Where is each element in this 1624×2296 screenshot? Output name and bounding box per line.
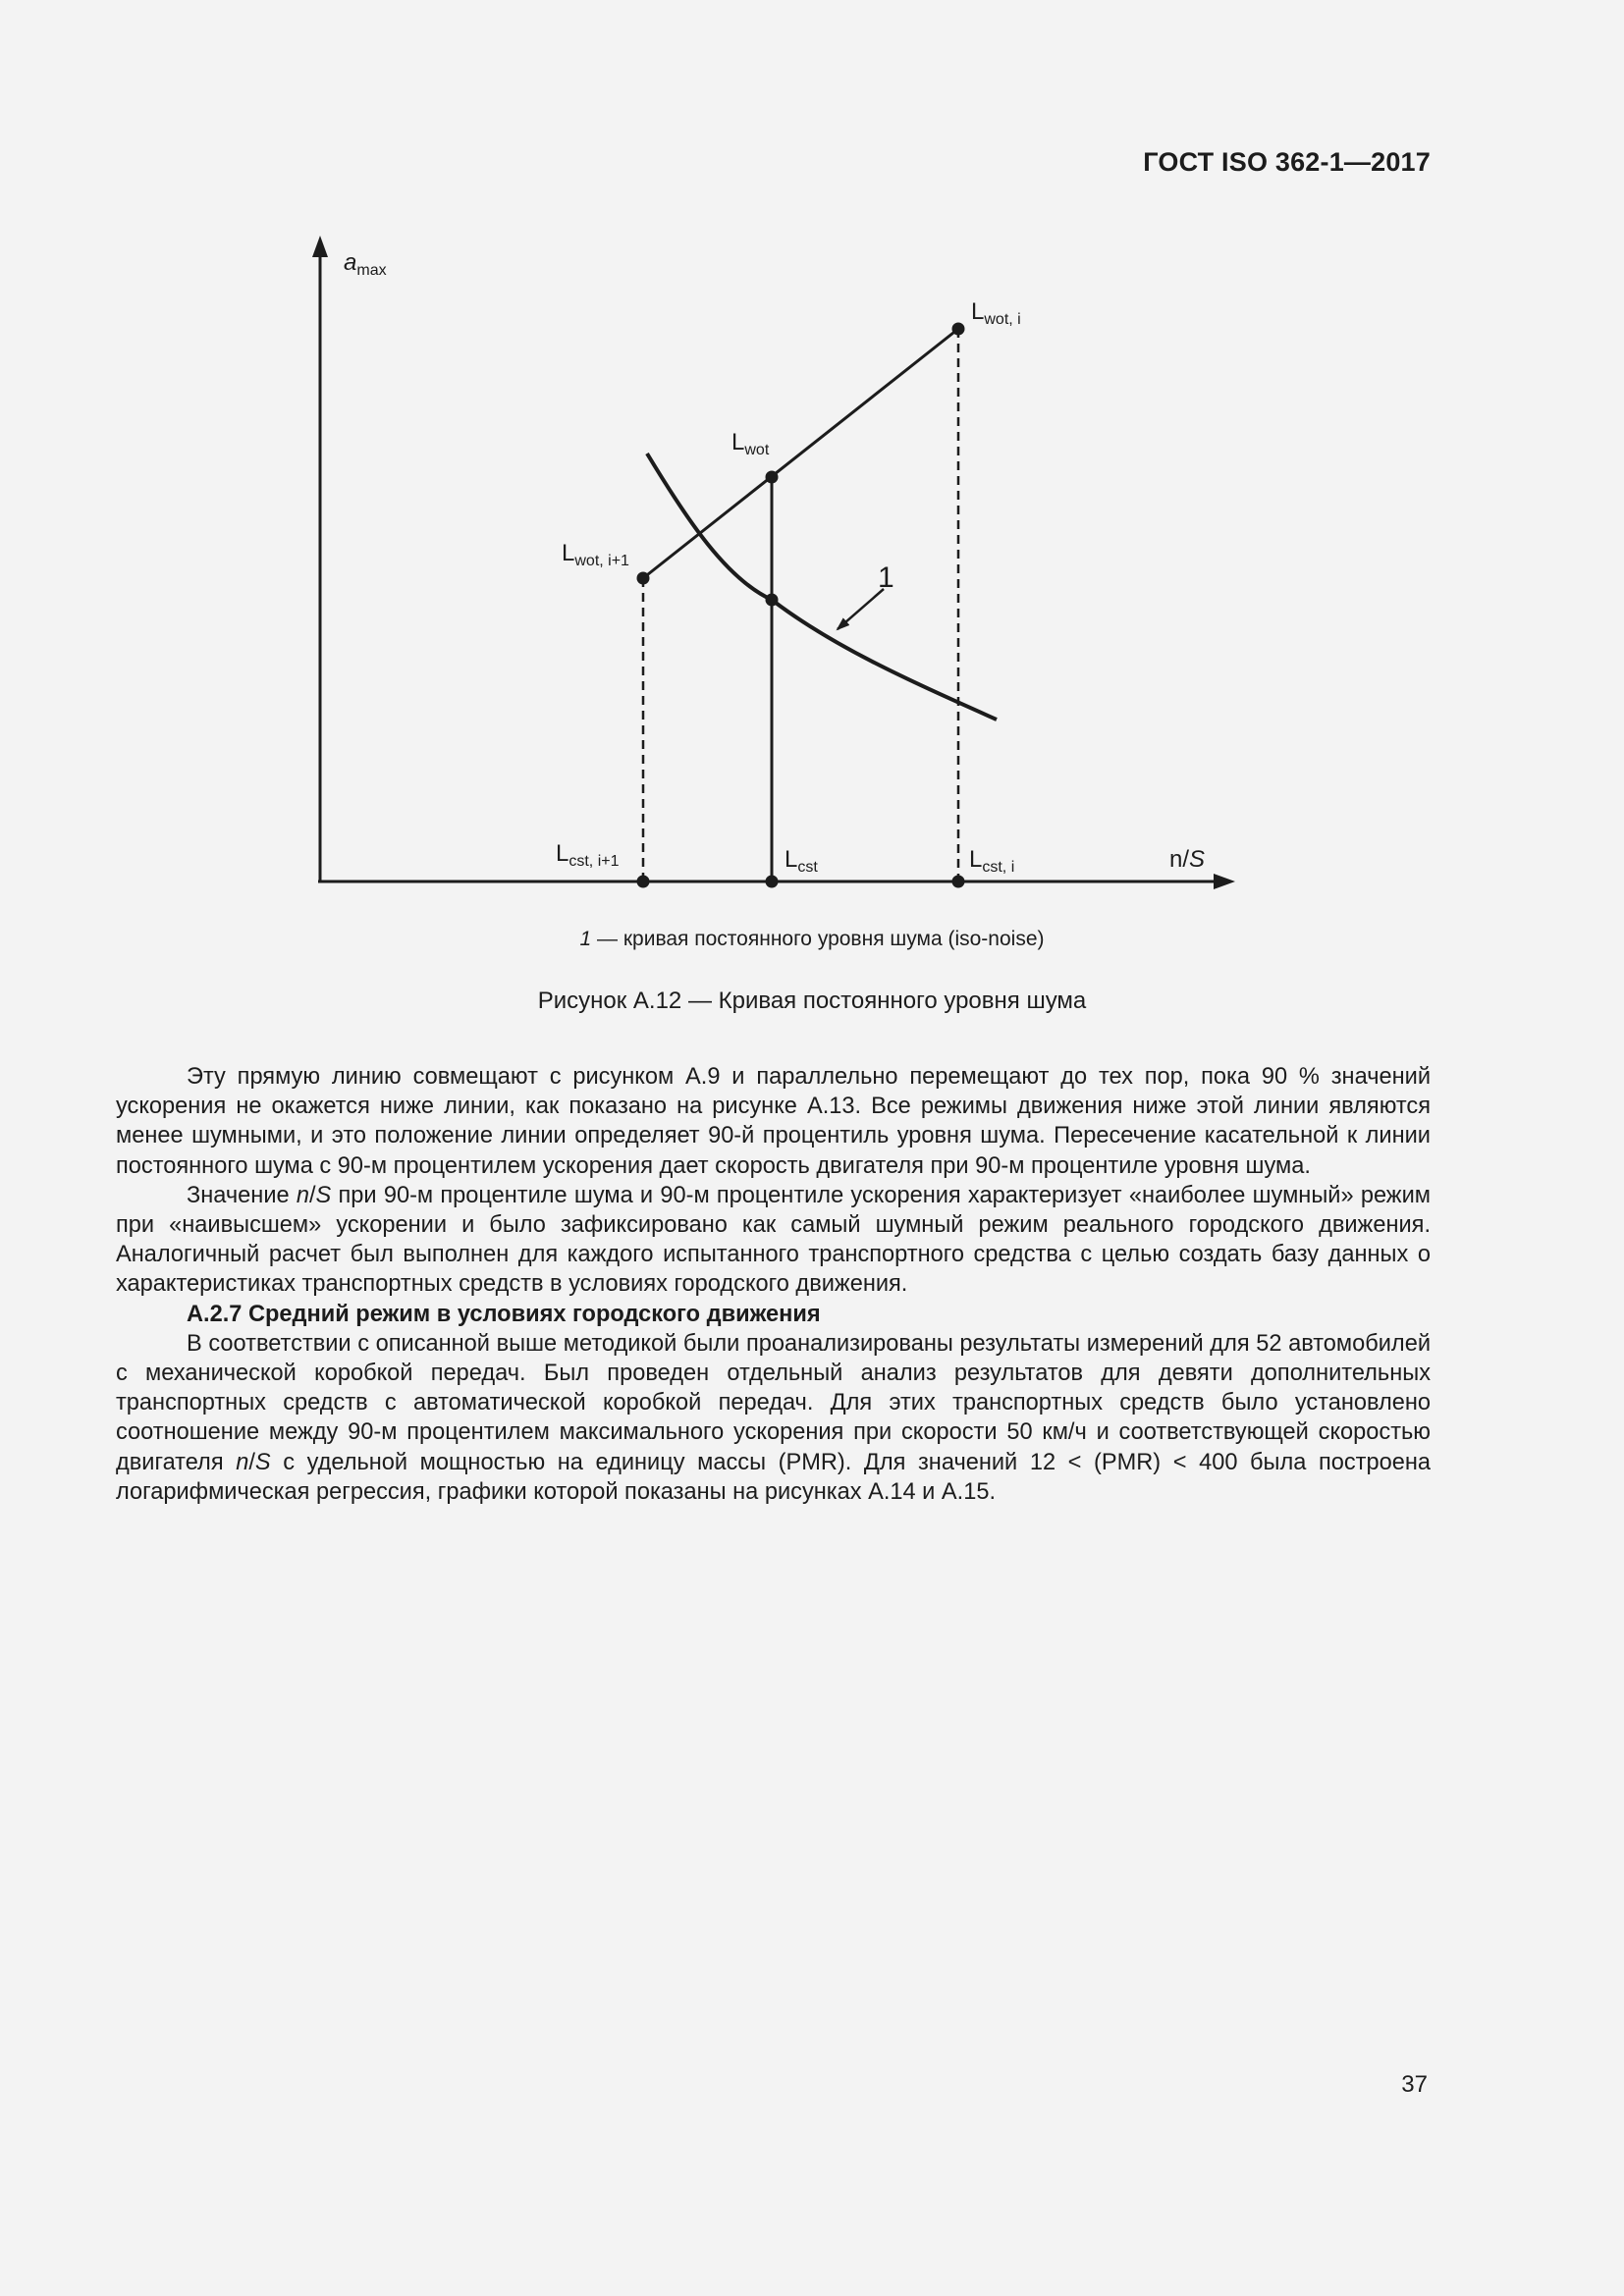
body-text: [116, 1062, 1431, 1507]
figure-caption: Рисунок А.12 — Кривая постоянного уровня шума: [537, 988, 1087, 1014]
paragraph-2: Значение n/S при 90-м процентиле шума и 90-м процентиле ускорения характеризует «наиболее шумный» режим при «наивысшем» ускорении и было зафиксировано как самый шумный режим реального городского движения. Аналогичный расчет был выполнен для каждого испытанного транспортного средства с целью создать базу данных о характеристиках транспортных средств в условиях городского движения.: [116, 1182, 1431, 1298]
label-curve-number: 1: [878, 561, 894, 594]
y-axis-arrowhead: [312, 236, 328, 257]
section-heading-a27: А.2.7 Средний режим в условиях городского движения: [187, 1301, 821, 1327]
document-code-header: ГОСТ ISO 362-1—2017: [1143, 147, 1431, 177]
paragraph-1: Эту прямую линию совмещают с рисунком А.9 и параллельно перемещают до тех пор, пока 90 % значений ускорения не окажется ниже линии, как показано на рисунке А.13. Все режимы движения ниже этой линии являются менее шумными, и это положение линии определяет 90-й процентиль уровня шума. Пересечение касательной к линии постоянного шума с 90-м процентилем ускорения дает скорость двигателя при 90-м процентиле уровня шума.: [116, 1064, 1431, 1179]
point-lcst-i1: [637, 876, 650, 888]
figure-legend: 1 — кривая постоянного уровня шума (iso-noise): [579, 928, 1045, 950]
point-lwot: [766, 471, 779, 484]
label-lwot-i: $L_{wot, i}$: [971, 298, 1021, 328]
wot-line: [643, 329, 958, 578]
label-lcst-i1: $L_{cst, i+1}$: [556, 840, 620, 870]
label-lcst: $L_{cst}$: [785, 846, 818, 876]
x-axis-label: n/S: [1169, 846, 1206, 873]
label-lcst-i: $L_{cst, i}$: [969, 846, 1015, 876]
x-axis-arrowhead: [1214, 874, 1235, 889]
point-lcst-i: [952, 876, 965, 888]
paragraph-3: В соответствии с описанной выше методикой были проанализированы результаты измерений для 52 автомобилей с механической коробкой передач. Был проведен отдельный анализ результатов для девяти дополнительных транспортных средств с автоматической коробкой передач. Для этих транспортных средств было установлено соотношение между 90-м процентилем максимального ускорения при скорости 50 км/ч и соответствующей скоростью двигателя n/S с удельной мощностью на единицу массы (PMR). Для значений 12 < (PMR) < 400 была построена логарифмическая регрессия, графики которой показаны на рисунках А.14 и А.15.: [116, 1330, 1431, 1505]
page-number: 37: [1401, 2071, 1428, 2098]
label-lwot-i1: $L_{wot, i+1}$: [562, 540, 629, 569]
label-lwot: $L_{wot}$: [731, 429, 770, 458]
iso-noise-curve: [647, 454, 997, 720]
curve-callout-arrow: [838, 589, 884, 629]
point-curve-intersection: [766, 594, 779, 607]
y-axis-label: $a_{max}$: [344, 249, 387, 279]
point-lwot-i: [952, 323, 965, 336]
point-lcst: [766, 876, 779, 888]
figure-a12: [0, 0, 1624, 982]
point-lwot-i1: [637, 572, 650, 585]
iso-noise-diagram: [0, 0, 1624, 982]
